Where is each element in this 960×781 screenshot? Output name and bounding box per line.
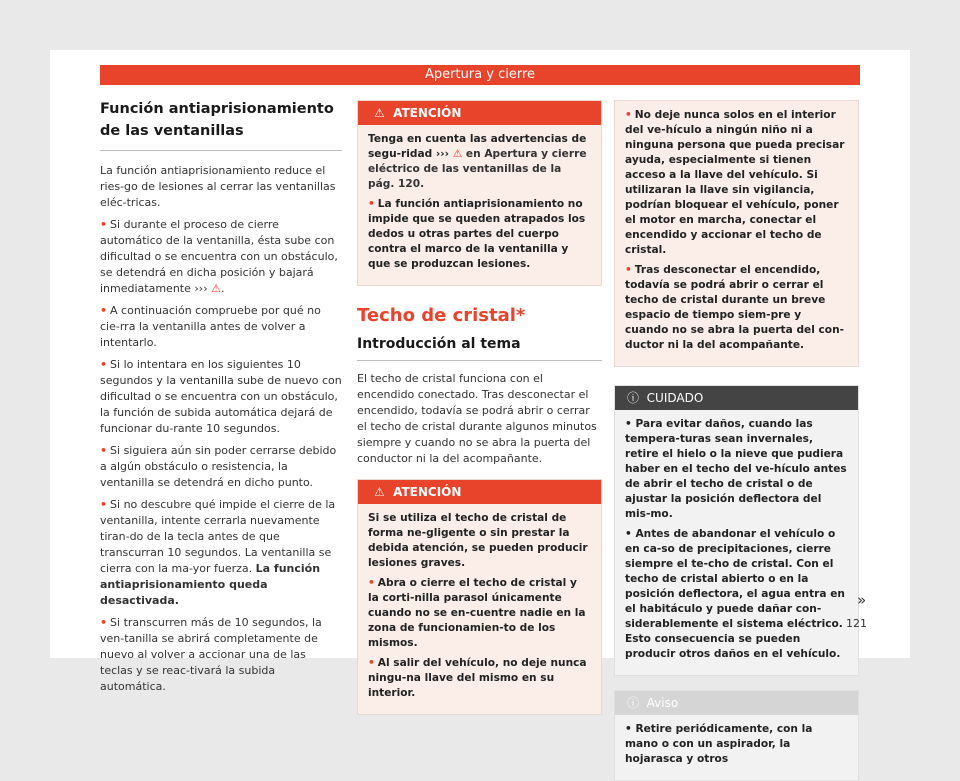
intro-paragraph: La función antiaprisionamiento reduce el ries-go de lesiones al cerrar las ventanillas eléc-tricas. — [100, 164, 336, 209]
warning-text: Tenga en cuenta las advertencias de segu-ridad ››› ⚠ en Apertura y cierre eléctrico de las ventanillas de la pág. 120. — [368, 133, 587, 190]
bullet-icon: • — [100, 616, 108, 629]
cross-reference: ››› — [435, 148, 449, 160]
bullet-icon: • — [368, 657, 375, 669]
column-right — [614, 100, 859, 781]
warning-text: • Abra o cierre el techo de cristal y la corti-nilla parasol únicamente cuando no se en-cuentre nadie en la zona de funcionamien-to de los mismos. — [368, 577, 586, 649]
warning-box-continued — [614, 100, 859, 367]
info-circle-icon: ⓘ — [627, 391, 640, 405]
intro-paragraph: El techo de cristal funciona con el encendido conectado. Tras desconectar el encendido, todavía se podrá abrir o cerrar el techo de cristal durante algunos minutos siempre y cuando no se abra la puerta del conductor ni la del acompañante. — [357, 372, 597, 465]
warning-box — [357, 479, 602, 715]
warning-header: ⚠ ATENCIÓN — [358, 480, 601, 504]
caution-text: • Para evitar daños, cuando las tempera-turas sean invernales, retire el hielo o la nieve que pudiera haber en el techo del ve-hículo antes de abrir el techo de cristal o de ajustar la posición deflectora del mis-mo. — [625, 418, 847, 520]
bullet-icon: • — [625, 109, 632, 121]
bullet-icon: • — [100, 444, 108, 457]
caution-box — [614, 385, 859, 676]
warning-text: • No deje nunca solos en el interior del ve-hículo a ningún niño ni a ninguna persona que pueda precisar ayuda, especialmente si tienen acceso a la llave del vehículo. Si utilizaran la llave sin vigilancia, podrían bloquear el vehículo, poner el motor en marcha, conectar el encendido y accionar el techo de cristal. — [625, 109, 845, 256]
list-item: • Si lo intentara en los siguientes 10 segundos y la ventanilla sube de nuevo con dificultad o se encuentra con un obstáculo, la función de subida automática dejará de funcionar du-rante 10 segundos. — [100, 358, 342, 435]
bullet-icon: • — [625, 528, 636, 540]
bullet-icon: • — [100, 498, 108, 511]
warning-text: • Al salir del vehículo, no deje nunca ningu-na llave del mismo en su interior. — [368, 657, 587, 699]
subsection-title: Introducción al tema — [357, 336, 602, 361]
bullet-icon: • — [625, 723, 636, 735]
warning-header: ⚠ ATENCIÓN — [358, 101, 601, 125]
warning-triangle-icon: ⚠ — [374, 106, 385, 120]
notice-box — [614, 690, 859, 781]
list-item: • A continuación compruebe por qué no cie-rra la ventanilla antes de volver a intentarlo. — [100, 304, 321, 349]
info-square-icon: ⓘ — [627, 696, 640, 710]
bullet-icon: • — [368, 577, 375, 589]
caution-text: • Antes de abandonar el vehículo o en ca-so de precipitaciones, cierre siempre el te-cho de cristal. Con el techo de cristal abierto o en la posición deflectora, el agua entra en el habitáculo y puede dañar con-siderablemente el sistema eléctrico. Esto consecuencia se pueden producir otros daños en el vehículo. — [625, 528, 845, 660]
chapter-header: Apertura y cierre — [100, 65, 860, 85]
page-link[interactable]: en Apertura y cierre eléctrico de las ventanillas de la pág. 120. — [368, 148, 587, 190]
warning-text: • Tras desconectar el encendido, todavía se podrá abrir o cerrar el techo de cristal durante un breve espacio de tiempo siem-pre y cuando no se abra la puerta del con-ductor ni la del acompañante. — [625, 264, 845, 351]
section-title-antipinch: Función antiaprisionamiento de las ventanillas — [100, 98, 342, 151]
caution-header: ⓘ CUIDADO — [615, 386, 858, 410]
notice-header: ⓘ Aviso — [615, 691, 858, 715]
warning-text: • La función antiaprisionamiento no impide que se queden atrapados los dedos u otras partes del cuerpo contra el marco de la ventanilla y que se produzcan lesiones. — [368, 198, 586, 270]
column-middle — [357, 100, 602, 715]
bullet-icon: • — [625, 264, 632, 276]
notice-text: • Retire periódicamente, con la mano o con un aspirador, la hojarasca y otros — [625, 723, 813, 765]
bullet-icon: • — [625, 418, 636, 430]
warning-triangle-icon: ⚠ — [374, 485, 385, 499]
cross-reference: ››› — [194, 282, 208, 295]
warning-triangle-icon: ⚠ — [452, 148, 463, 160]
warning-text: Si se utiliza el techo de cristal de forma ne-gligente o sin prestar la debida atención, se pueden producir lesiones graves. — [368, 512, 588, 569]
bullet-icon: • — [368, 198, 375, 210]
bullet-icon: • — [100, 218, 108, 231]
bullet-icon: • — [100, 304, 108, 317]
warning-triangle-icon: ⚠ — [211, 282, 221, 295]
page-number: 121 — [846, 617, 867, 630]
list-item: • Si transcurren más de 10 segundos, la ven-tanilla se abrirá completamente de nuevo al volver a accionar una de las teclas y se reac-tivará la subida automática. — [100, 616, 322, 693]
list-item: • Si no descubre qué impide el cierre de la ventanilla, intente cerrarla nuevamente tiran-do de la tecla antes de que transcurran 10 segundos. La ventanilla se cierra con la ma-yor fuerza. La función antiaprisionamiento queda desactivada. — [100, 498, 336, 607]
continue-mark: » — [857, 591, 867, 609]
bullet-icon: • — [100, 358, 108, 371]
bold-note: La función antiaprisionamiento queda desactivada. — [100, 562, 321, 607]
column-left — [100, 98, 342, 701]
section-title-glass-roof: Techo de cristal* — [357, 305, 526, 326]
list-item: • Si durante el proceso de cierre automático de la ventanilla, ésta sube con dificultad o se encuentra con un obstáculo, se detendrá en dicha posición y bajará inmediatamente ››› ⚠. — [100, 218, 338, 295]
list-item: • Si siguiera aún sin poder cerrarse debido a algún obstáculo o resistencia, la ventanilla se detendrá en dicho punto. — [100, 444, 337, 489]
warning-box — [357, 100, 602, 286]
